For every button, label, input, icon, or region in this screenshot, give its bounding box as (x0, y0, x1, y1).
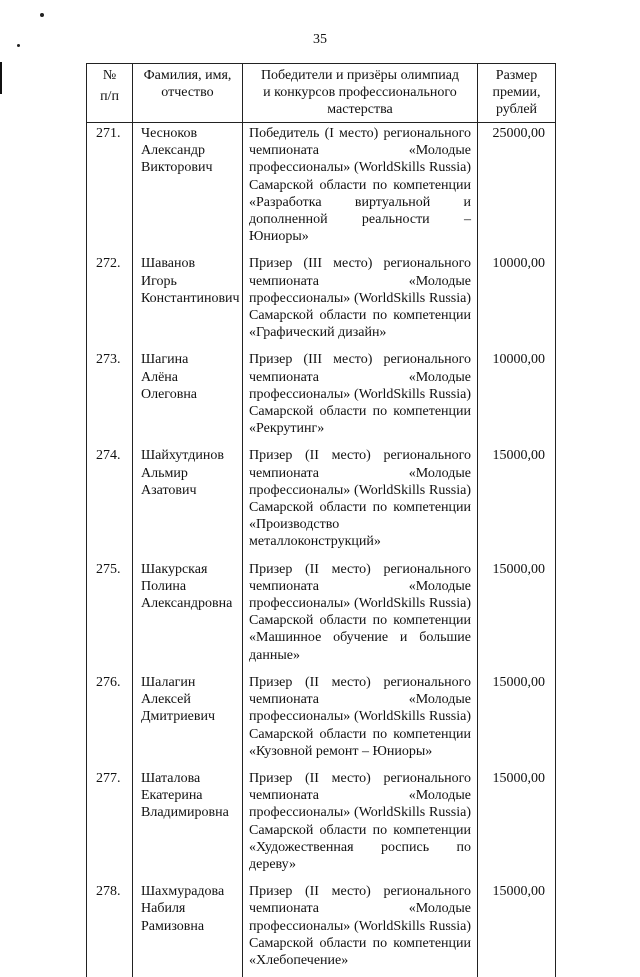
row-prize: 10000,00 (478, 349, 556, 445)
row-prize: 15000,00 (478, 445, 556, 558)
row-full-name (133, 768, 243, 881)
row-first-name: Альмир (141, 465, 188, 481)
row-first-name: Алексей (141, 692, 191, 708)
row-surname: Шаталова (141, 770, 201, 786)
row-number: 273. (87, 349, 133, 445)
row-prize: 15000,00 (478, 768, 556, 881)
row-prize: 15000,00 (478, 672, 556, 768)
header-prize-line: премии, (492, 85, 541, 100)
table-row (87, 349, 556, 445)
row-description: Призер (II место) регионального чемпионата «Молодые профессионалы» (WorldSkills Russia) Самарской области по компетенции «Художественная роспись по дереву» (243, 768, 478, 881)
header-desc-line: и конкурсов профессионального (263, 85, 457, 100)
row-description: Призер (II место) регионального чемпионата «Молодые профессионалы» (WorldSkills Russia) Самарской области по компетенции «Кузовной ремонт – Юниоры» (243, 672, 478, 768)
row-description: Призер (III место) регионального чемпионата «Молодые профессионалы» (WorldSkills Russia) Самарской области по компетенции «Графический дизайн» (243, 253, 478, 349)
row-first-name: Екатерина (141, 788, 203, 804)
row-description: Призер (II место) регионального чемпионата «Молодые профессионалы» (WorldSkills Russia) Самарской области по компетенции «Производство металлоконструкций» (243, 445, 478, 558)
row-prize: 15000,00 (478, 881, 556, 977)
row-surname: Чесноков (141, 126, 198, 141)
row-number: 276. (87, 672, 133, 768)
row-full-name (133, 445, 243, 558)
row-number: 277. (87, 768, 133, 881)
row-surname: Шакурская (141, 561, 208, 577)
row-number: 272. (87, 253, 133, 349)
row-patronymic: Александровна (141, 596, 233, 612)
row-prize: 15000,00 (478, 559, 556, 672)
table-row (87, 445, 556, 558)
row-first-name: Игорь (141, 273, 177, 289)
header-num (87, 64, 133, 123)
row-first-name: Набиля (141, 901, 186, 917)
header-num-line: п/п (100, 89, 119, 104)
row-patronymic: Дмитриевич (141, 709, 216, 725)
row-patronymic: Владимировна (141, 805, 229, 821)
header-prize (478, 64, 556, 123)
table-row (87, 559, 556, 672)
row-full-name (133, 253, 243, 349)
awards-table (86, 63, 556, 977)
row-full-name (133, 881, 243, 977)
row-number: 278. (87, 881, 133, 977)
row-full-name (133, 349, 243, 445)
row-surname: Шайхутдинов (141, 448, 224, 464)
row-full-name (133, 672, 243, 768)
row-first-name: Полина (141, 578, 187, 594)
table-header-row (87, 64, 556, 123)
margin-mark (0, 62, 2, 94)
header-name-line: Фамилия, имя, (143, 68, 232, 83)
table-row (87, 123, 556, 254)
scan-speck (40, 13, 44, 17)
table-row (87, 672, 556, 768)
page-number: 35 (313, 32, 327, 47)
row-patronymic: Рамизовна (141, 918, 205, 934)
row-first-name: Алёна (141, 369, 179, 385)
row-full-name (133, 559, 243, 672)
header-description (243, 64, 478, 123)
row-first-name: Александр (141, 143, 205, 159)
row-number: 275. (87, 559, 133, 672)
header-desc-line: Победители и призёры олимпиад (260, 68, 460, 83)
header-prize-line: Размер (495, 68, 538, 83)
row-number: 274. (87, 445, 133, 558)
row-patronymic: Олеговна (141, 386, 198, 402)
row-description: Призер (II место) регионального чемпионата «Молодые профессионалы» (WorldSkills Russia) Самарской области по компетенции «Машинное обучение и большие данные» (243, 559, 478, 672)
header-name-line: отчество (161, 85, 214, 100)
row-prize: 25000,00 (478, 123, 556, 254)
row-surname: Шалагин (141, 674, 196, 690)
row-surname: Шахмурадова (141, 884, 225, 900)
table-row (87, 768, 556, 881)
table-row (87, 253, 556, 349)
row-surname: Шаванов (141, 256, 196, 272)
row-full-name (133, 123, 243, 254)
row-description: Призер (III место) регионального чемпионата «Молодые профессионалы» (WorldSkills Russia) Самарской области по компетенции «Рекрутинг» (243, 349, 478, 445)
row-prize: 10000,00 (478, 253, 556, 349)
header-name (133, 64, 243, 123)
row-patronymic: Азатович (141, 482, 197, 498)
row-description: Призер (II место) регионального чемпионата «Молодые профессионалы» (WorldSkills Russia) Самарской области по компетенции «Хлебопечение» (243, 881, 478, 977)
header-desc-line: мастерства (327, 102, 393, 117)
header-num-line: № (102, 68, 117, 83)
table-row (87, 881, 556, 977)
row-surname: Шагина (141, 352, 189, 368)
header-prize-line: рублей (495, 102, 538, 117)
row-patronymic: Викторович (141, 160, 213, 176)
row-number: 271. (87, 123, 133, 254)
row-patronymic: Константинович (141, 290, 240, 306)
row-description: Победитель (I место) регионального чемпионата «Молодые профессионалы» (WorldSkills Russia) Самарской области по компетенции «Разработка виртуальной и дополненной реальности – Юниоры» (243, 123, 478, 254)
